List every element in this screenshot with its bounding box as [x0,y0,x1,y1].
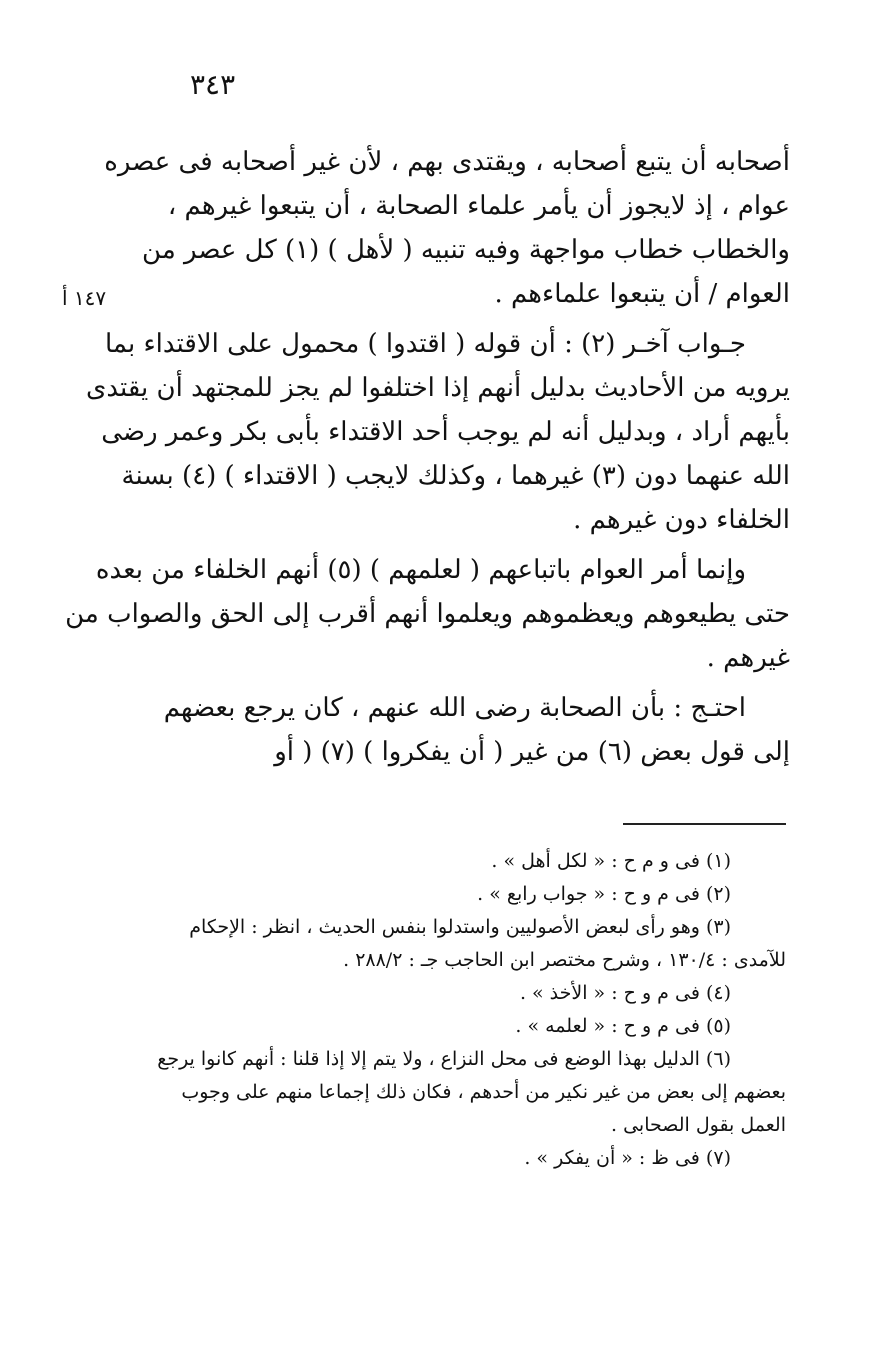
text-line: إلى قول بعض (٦) من غير ( أن يفكروا ) (٧) ( أو [274,737,790,767]
text-line: الخلفاء دون غيرهم . [573,505,790,535]
text-line: عوام ، إذ لايجوز أن يأمر علماء الصحابة ، أن يتبعوا غيرهم ، [167,191,790,221]
text-line: يرويه من الأحاديث بدليل أنهم إذا اختلفوا لم يجز للمجتهد أن يقتدى [86,373,790,403]
text-line: والخطاب خطاب مواجهة وفيه تنبيه ( لأهل ) (١) كل عصر من [142,235,790,265]
text-line: وإنما أمر العوام باتباعهم ( لعلمهم ) (٥) أنهم الخلفاء من بعده [95,555,746,585]
page-number: ٣٤٣ [190,68,236,101]
footnote-line: (٧) فى ظ : « أن يفكر » . [524,1147,731,1169]
footnote-separator [623,823,786,825]
paragraph [65,548,790,680]
footnote-line: للآمدى : ١٣٠/٤ ، وشرح مختصر ابن الحاجب جـ : ٢٨٨/٢ . [343,949,786,971]
text-line: جـواب آخـر (٢) : أن قوله ( اقتدوا ) محمول على الاقتداء بما [104,329,746,359]
footnote-line: (٢) فى م و ح : « جواب رابع » . [477,883,731,905]
paragraph [150,686,790,774]
footnote-line: (٥) فى م و ح : « لعلمه » . [515,1015,731,1037]
footnote-line: العمل بقول الصحابى . [610,1114,786,1136]
footnote-line: (٦) الدليل بهذا الوضع فى محل النزاع ، ولا يتم إلا إذا قلنا : أنهم كانوا يرجع [157,1048,731,1070]
text-line: أصحابه أن يتبع أصحابه ، ويقتدى بهم ، لأن غير أصحابه فى عصره [104,147,790,177]
manuscript-folio-note: ١٤٧ أ [62,286,107,310]
paragraph [86,322,790,542]
footnote-line: (١) فى و م ح : « لكل أهل » . [491,850,731,872]
footnotes [140,845,786,1175]
text-line: العوام / أن يتبعوا علماءهم . [494,279,790,309]
footnote-line: (٣) وهو رأى لبعض الأصوليين واستدلوا بنفس الحديث ، انظر : الإحكام [189,916,731,938]
text-line: الله عنهما دون (٣) غيرهما ، وكذلك لايجب ( الاقتداء ) (٤) بسنة [121,461,790,491]
text-line: احتـج : بأن الصحابة رضى الله عنهم ، كان يرجع بعضهم [163,693,746,723]
text-line: حتى يطيعوهم ويعظموهم ويعلموا أنهم أقرب إلى الحق والصواب من [65,599,790,629]
paragraph [104,140,790,316]
footnote-line: (٤) فى م و ح : « الأخذ » . [519,982,731,1004]
text-line: غيرهم . [706,643,790,673]
footnote-line: بعضهم إلى بعض من غير نكير من أحدهم ، فكان ذلك إجماعا منهم على وجوب [181,1081,786,1103]
text-line: بأيهم أراد ، وبدليل أنه لم يوجب أحد الاقتداء بأبى بكر وعمر رضى [101,417,790,447]
